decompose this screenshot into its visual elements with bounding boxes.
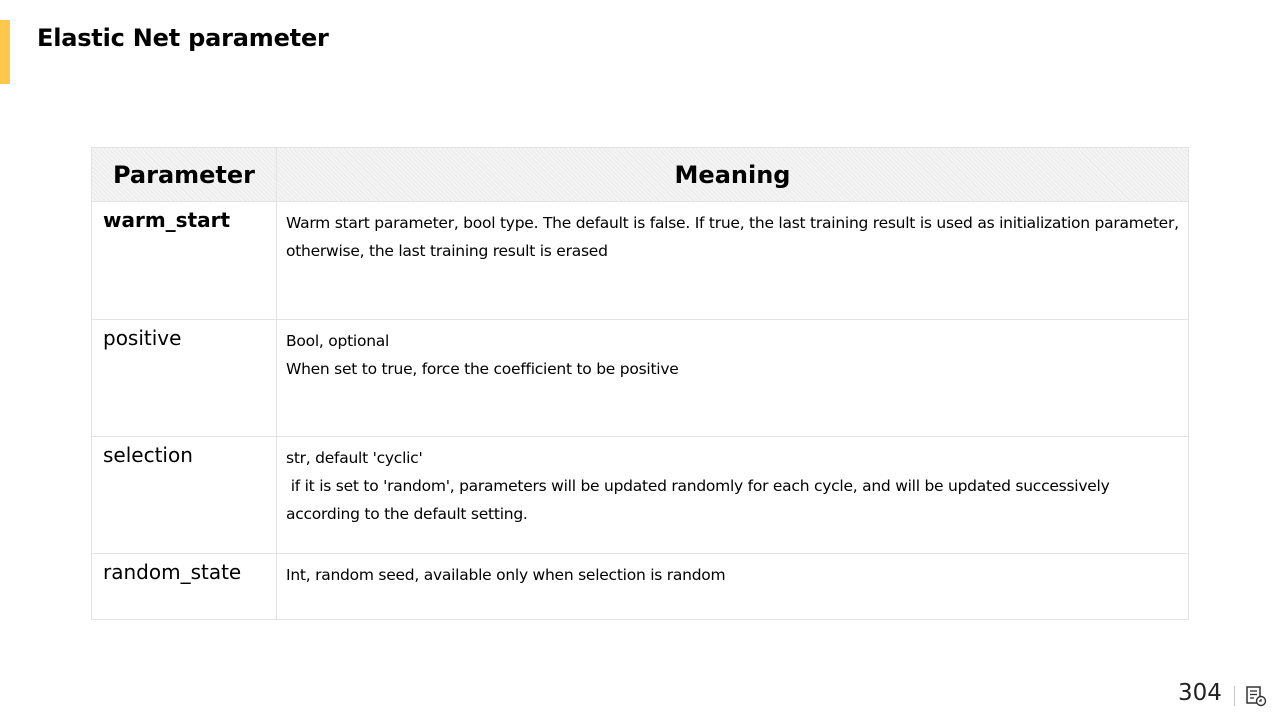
slide-title: Elastic Net parameter [37, 24, 329, 52]
parameter-cell [92, 202, 277, 320]
meaning-text: When set to true, force the coefficient to be positive [286, 360, 679, 378]
parameter-name: selection [103, 443, 193, 467]
meaning-text: Int, random seed, available only when selection is random [286, 566, 726, 584]
parameter-cell [92, 554, 277, 620]
meaning-column-header: Meaning [277, 148, 1189, 202]
table-row [92, 554, 1189, 620]
parameter-name: warm_start [103, 208, 231, 232]
meaning-text: if it is set to 'random', parameters will be updated randomly for each cycle, and will be updated successively according to the default setting. [286, 477, 1115, 523]
meaning-text: str, default 'cyclic' [286, 449, 423, 467]
parameter-cell [92, 437, 277, 554]
parameter-column-header: Parameter [92, 148, 277, 202]
meaning-cell [277, 554, 1189, 620]
meaning-cell [277, 202, 1189, 320]
parameter-cell [92, 320, 277, 437]
parameter-table [91, 147, 1189, 620]
meaning-text: Bool, optional [286, 332, 390, 350]
meaning-cell [277, 320, 1189, 437]
title-accent-bar [0, 20, 10, 84]
notes-icon[interactable] [1245, 685, 1267, 707]
table-row [92, 202, 1189, 320]
table-row [92, 437, 1189, 554]
page-number: 304 [1178, 680, 1222, 706]
table-row [92, 320, 1189, 437]
parameter-name: random_state [103, 560, 242, 584]
table-header-row [92, 148, 1189, 202]
meaning-text: Warm start parameter, bool type. The default is false. If true, the last training result is used as initialization parameter, otherwise, the last training result is erased [286, 214, 1179, 260]
page-number-divider [1234, 686, 1235, 706]
parameter-name: positive [103, 326, 182, 350]
meaning-cell [277, 437, 1189, 554]
